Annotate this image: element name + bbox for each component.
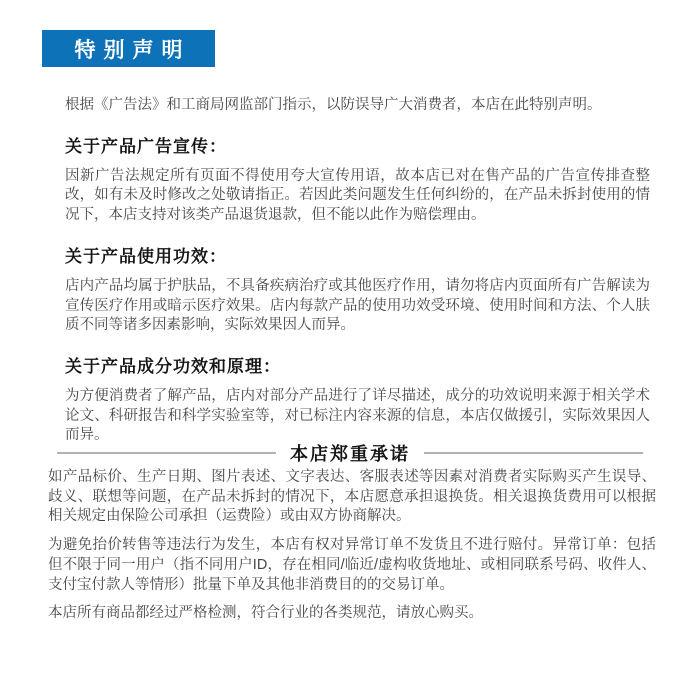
page-title-banner: [42, 30, 215, 67]
section-body-advertising: 因新广告法规定所有页面不得使用夸大宣传用语，故本店已对在售产品的广告宣传排查整改，如有未及时修改之处敬请指正。若因此类问题发生任何纠纷的，在产品未拆封使用的情况下，本店支持对该类产品退货退款，但不能以此作为赔偿理由。: [65, 167, 650, 224]
promise-title: 本店郑重承诺: [290, 444, 410, 464]
divider-line-right: [424, 452, 643, 454]
promise-paragraph-quality: 本店所有商品都经过严格检测，符合行业的各类规范，请放心购买。: [48, 605, 483, 622]
promise-paragraph-returns: 如产品标价、生产日期、图片表述、文字表达、客服表述等因素对消费者实际购买产生误导、歧义、联想等问题，在产品未拆封的情况下，本店愿意承担退换货。相关退换货费用可以根据相关规定由保险公司承担（运费险）或由双方协商解决。: [48, 469, 656, 525]
section-heading-ingredients: 关于产品成分功效和原理：: [65, 356, 281, 376]
section-heading-advertising: 关于产品广告宣传：: [65, 136, 227, 156]
section-heading-usage-effect: 关于产品使用功效：: [65, 246, 227, 266]
page-title: 特别声明: [74, 38, 191, 62]
intro-text: 根据《广告法》和工商局网监部门指示，以防误导广大消费者，本店在此特别声明。: [65, 97, 602, 113]
promise-paragraph-abnormal-orders: 为避免抬价转售等违法行为发生，本店有权对异常订单不发货且不进行赔付。异常订单：包括但不限于同一用户（指不同用户ID，存在相同/临近/虚构收货地址、或相同联系号码、收件人、支付宝付款人等情形）批量下单及其他非消费目的的交易订单。: [48, 537, 656, 593]
promise-body: [48, 468, 656, 633]
divider-line-left: [57, 452, 276, 454]
section-body-usage-effect: 店内产品均属于护肤品，不具备疾病治疗或其他医疗作用，请勿将店内页面所有广告解读为宣传医疗作用或暗示医疗效果。店内每款产品的使用功效受环境、使用时间和方法、个人肤质不同等诸多因素影响，实际效果因人而异。: [65, 277, 650, 334]
promise-divider: [57, 440, 643, 466]
statement-body: [65, 88, 650, 446]
section-body-ingredients: 为方便消费者了解产品，店内对部分产品进行了详尽描述，成分的功效说明来源于相关学术论文、科研报告和科学实验室等，对已标注内容来源的信息，本店仅做援引，实际效果因人而异。: [65, 387, 650, 444]
